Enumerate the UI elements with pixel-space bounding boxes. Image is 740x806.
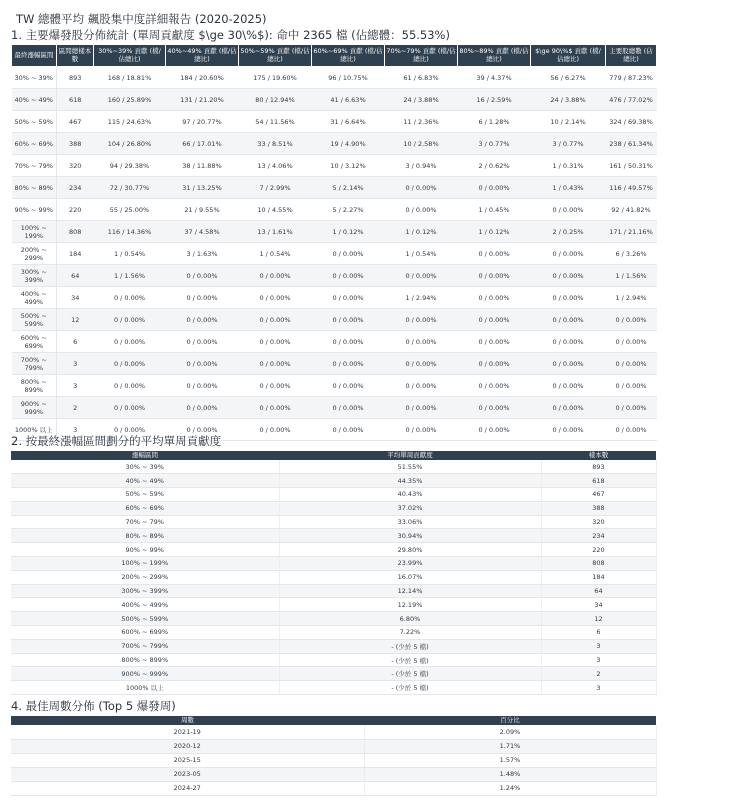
table-cell: 131 / 21.20% — [166, 89, 239, 111]
table-cell: 0 / 0.00% — [239, 397, 312, 419]
table-row — [11, 725, 656, 739]
table-cell: 34 — [541, 598, 656, 612]
table-cell: 779 / 87.23% — [606, 67, 657, 89]
table-cell: 40.43% — [279, 488, 541, 502]
column-header: 百分比 — [364, 716, 656, 725]
table-cell: 38 / 11.88% — [166, 155, 239, 177]
table-cell: 2020-12 — [11, 739, 364, 753]
table-row — [12, 133, 657, 155]
table-row — [11, 753, 656, 767]
table-cell: 64 — [541, 584, 656, 598]
table-cell: 6 — [57, 331, 94, 353]
column-header: 70%~79% 貢獻 (檔/佔總比) — [385, 45, 458, 67]
section4-title: 4. 最佳周數分佈 (Top 5 爆發周) — [11, 699, 176, 713]
table-cell: 0 / 0.00% — [94, 419, 166, 441]
table-cell: 2 / 0.25% — [531, 221, 606, 243]
table-row — [12, 221, 657, 243]
table-cell: 168 / 18.81% — [94, 67, 166, 89]
table-row — [11, 781, 656, 795]
table-cell: 100% ~ 199% — [11, 557, 279, 571]
table-cell: 10 / 4.55% — [239, 199, 312, 221]
table-row — [12, 111, 657, 133]
table-row — [11, 739, 656, 753]
table-cell: 3 — [541, 639, 656, 653]
table-cell: 1000% 以上 — [12, 419, 57, 441]
table-row — [12, 353, 657, 375]
table-cell: 0 / 0.00% — [166, 419, 239, 441]
table-cell: 12 — [57, 309, 94, 331]
table-cell: 0 / 0.00% — [312, 397, 385, 419]
table-cell: 234 — [57, 177, 94, 199]
table-cell: 700% ~ 799% — [12, 353, 57, 375]
table-cell: 5 / 2.27% — [312, 199, 385, 221]
table-cell: 400% ~ 499% — [12, 287, 57, 309]
table-cell: 1 / 0.12% — [312, 221, 385, 243]
table-cell: 12.14% — [279, 584, 541, 598]
table-cell: 80% ~ 89% — [11, 529, 279, 543]
table-row — [11, 488, 656, 502]
table-cell: 808 — [541, 557, 656, 571]
table-cell: 1 / 2.94% — [606, 287, 657, 309]
table-cell: 0 / 0.00% — [385, 419, 458, 441]
table-cell: 60% ~ 69% — [11, 501, 279, 515]
table-cell: 1.57% — [364, 753, 656, 767]
table-cell: 0 / 0.00% — [531, 375, 606, 397]
table-cell: 60% ~ 69% — [12, 133, 57, 155]
table-row — [11, 639, 656, 653]
column-header: 漲幅區間 — [11, 451, 279, 460]
table-cell: 400% ~ 499% — [11, 598, 279, 612]
table-cell: 3 — [57, 375, 94, 397]
table-cell: 0 / 0.00% — [531, 353, 606, 375]
table-cell: 800% ~ 899% — [11, 653, 279, 667]
table-cell: 0 / 0.00% — [606, 309, 657, 331]
table-cell: 1.24% — [364, 781, 656, 795]
table-cell: 61 / 6.83% — [385, 67, 458, 89]
table-cell: 16 / 2.59% — [458, 89, 531, 111]
table-row — [11, 767, 656, 781]
table-cell: 0 / 0.00% — [458, 353, 531, 375]
table-cell: 467 — [541, 488, 656, 502]
table-cell: 0 / 0.00% — [94, 309, 166, 331]
table-cell: 0 / 0.00% — [385, 265, 458, 287]
table-row — [11, 570, 656, 584]
table-cell: 3 — [541, 681, 656, 695]
table-cell: 44.35% — [279, 474, 541, 488]
table-cell: 0 / 0.00% — [458, 265, 531, 287]
table-cell: 7 / 2.99% — [239, 177, 312, 199]
table-row — [12, 287, 657, 309]
table-cell: 0 / 0.00% — [166, 375, 239, 397]
table-cell: 40% ~ 49% — [11, 474, 279, 488]
table-cell: - (少於 5 檔) — [279, 667, 541, 681]
table-cell: 0 / 0.00% — [312, 353, 385, 375]
table-cell: 30% ~ 39% — [11, 460, 279, 474]
table-cell: 2.09% — [364, 725, 656, 739]
table-cell: 40% ~ 49% — [12, 89, 57, 111]
table-cell: 70% ~ 79% — [11, 515, 279, 529]
explosive-distribution-table — [11, 44, 657, 441]
table-cell: 300% ~ 399% — [11, 584, 279, 598]
table-cell: 1 / 2.94% — [385, 287, 458, 309]
table-cell: 0 / 0.00% — [166, 331, 239, 353]
table-cell: 13 / 1.61% — [239, 221, 312, 243]
table-row — [11, 626, 656, 640]
table-cell: 0 / 0.00% — [606, 419, 657, 441]
table-cell: 1000% 以上 — [11, 681, 279, 695]
table-cell: 1 / 1.56% — [94, 265, 166, 287]
table-cell: 388 — [57, 133, 94, 155]
table-cell: 0 / 0.00% — [458, 287, 531, 309]
table-cell: 700% ~ 799% — [11, 639, 279, 653]
table-cell: 0 / 0.00% — [385, 353, 458, 375]
table-cell: 6 / 1.28% — [458, 111, 531, 133]
table-cell: 94 / 29.38% — [94, 155, 166, 177]
table-cell: 3 / 0.77% — [458, 133, 531, 155]
table-cell: 31 / 6.64% — [312, 111, 385, 133]
table-cell: 64 — [57, 265, 94, 287]
table-cell: 97 / 20.77% — [166, 111, 239, 133]
table-cell: 0 / 0.00% — [239, 287, 312, 309]
table-cell: 56 / 6.27% — [531, 67, 606, 89]
table-cell: 320 — [57, 155, 94, 177]
table-header-row — [11, 451, 656, 460]
table-cell: 11 / 2.36% — [385, 111, 458, 133]
table-cell: 900% ~ 999% — [11, 667, 279, 681]
table-cell: 2021-19 — [11, 725, 364, 739]
table-cell: 238 / 61.34% — [606, 133, 657, 155]
table-cell: 1 / 0.12% — [385, 221, 458, 243]
table-cell: 50% ~ 59% — [11, 488, 279, 502]
table-cell: 41 / 6.63% — [312, 89, 385, 111]
table-cell: 0 / 0.00% — [166, 309, 239, 331]
table-cell: 0 / 0.00% — [312, 287, 385, 309]
table-cell: 116 / 49.57% — [606, 177, 657, 199]
table-row — [12, 375, 657, 397]
table-cell: 19 / 4.90% — [312, 133, 385, 155]
table-cell: 115 / 24.63% — [94, 111, 166, 133]
table-cell: 220 — [541, 543, 656, 557]
table-cell: 24 / 3.88% — [385, 89, 458, 111]
table-cell: 0 / 0.00% — [94, 331, 166, 353]
table-cell: 0 / 0.00% — [531, 243, 606, 265]
table-cell: 0 / 0.00% — [606, 375, 657, 397]
table-cell: 0 / 0.00% — [385, 199, 458, 221]
table-cell: 0 / 0.00% — [606, 397, 657, 419]
table-cell: 2025-15 — [11, 753, 364, 767]
report-title: TW 總體平均 飆股集中度詳細報告 (2020-2025) — [16, 12, 267, 26]
table-cell: 618 — [541, 474, 656, 488]
table-cell: 6 / 3.26% — [606, 243, 657, 265]
table-cell: 0 / 0.00% — [239, 331, 312, 353]
table-cell: 100% ~ 199% — [12, 221, 57, 243]
table-row — [12, 89, 657, 111]
avg-contribution-table — [11, 451, 657, 695]
table-cell: 1 / 0.54% — [239, 243, 312, 265]
table-cell: 300% ~ 399% — [12, 265, 57, 287]
table-cell: 39 / 4.37% — [458, 67, 531, 89]
table-cell: 3 — [57, 419, 94, 441]
table-cell: 3 — [541, 653, 656, 667]
table-cell: 320 — [541, 515, 656, 529]
table-cell: 21 / 9.55% — [166, 199, 239, 221]
table-cell: 0 / 0.00% — [458, 397, 531, 419]
table-cell: 220 — [57, 199, 94, 221]
table-cell: 54 / 11.56% — [239, 111, 312, 133]
table-row — [12, 155, 657, 177]
table-cell: 175 / 19.60% — [239, 67, 312, 89]
table-cell: 800% ~ 899% — [12, 375, 57, 397]
table-cell: 200% ~ 299% — [11, 570, 279, 584]
table-row — [12, 309, 657, 331]
table-cell: 37 / 4.58% — [166, 221, 239, 243]
table-row — [11, 501, 656, 515]
table-cell: 184 — [541, 570, 656, 584]
column-header: 30%~39% 貢獻 (檔/佔總比) — [94, 45, 166, 67]
table-cell: 29.80% — [279, 543, 541, 557]
table-cell: 24 / 3.88% — [531, 89, 606, 111]
table-cell: 3 — [57, 353, 94, 375]
table-cell: 51.55% — [279, 460, 541, 474]
table-cell: 893 — [57, 67, 94, 89]
table-row — [11, 543, 656, 557]
table-cell: 0 / 0.00% — [166, 353, 239, 375]
table-cell: 0 / 0.00% — [458, 331, 531, 353]
table-cell: 234 — [541, 529, 656, 543]
table-cell: 0 / 0.00% — [94, 353, 166, 375]
table-cell: 116 / 14.36% — [94, 221, 166, 243]
table-cell: 1 / 0.31% — [531, 155, 606, 177]
table-cell: 2023-05 — [11, 767, 364, 781]
table-row — [12, 265, 657, 287]
table-cell: 1 / 0.12% — [458, 221, 531, 243]
table-cell: 80% ~ 89% — [12, 177, 57, 199]
table-cell: 96 / 10.75% — [312, 67, 385, 89]
table-cell: 55 / 25.00% — [94, 199, 166, 221]
column-header: 80%~89% 貢獻 (檔/佔總比) — [458, 45, 531, 67]
table-cell: 600% ~ 699% — [11, 626, 279, 640]
table-cell: 3 / 1.63% — [166, 243, 239, 265]
table-cell: 0 / 0.00% — [94, 287, 166, 309]
table-cell: - (少於 5 檔) — [279, 653, 541, 667]
table-cell: 1 / 0.54% — [385, 243, 458, 265]
table-row — [12, 67, 657, 89]
table-cell: 0 / 0.00% — [312, 243, 385, 265]
table-cell: 0 / 0.00% — [531, 419, 606, 441]
best-week-table — [11, 716, 657, 796]
table-cell: 1.71% — [364, 739, 656, 753]
table-cell: 618 — [57, 89, 94, 111]
table-cell: 12.19% — [279, 598, 541, 612]
table-cell: 1 / 1.56% — [606, 265, 657, 287]
table-cell: 33 / 8.51% — [239, 133, 312, 155]
table-cell: 324 / 69.38% — [606, 111, 657, 133]
table-cell: 30% ~ 39% — [12, 67, 57, 89]
table-cell: 6.80% — [279, 612, 541, 626]
table-cell: 171 / 21.16% — [606, 221, 657, 243]
table-cell: 0 / 0.00% — [458, 243, 531, 265]
table-cell: 2024-27 — [11, 781, 364, 795]
table-cell: 0 / 0.00% — [239, 375, 312, 397]
column-header: 50%~59% 貢獻 (檔/佔總比) — [239, 45, 312, 67]
table-cell: 0 / 0.00% — [385, 331, 458, 353]
table-header-row — [12, 45, 657, 67]
table-row — [11, 557, 656, 571]
table-cell: 31 / 13.25% — [166, 177, 239, 199]
section1-title: 1. 主要爆發股分佈統計 (單周貢獻度 $\ge 30\%$): 命中 2365 檔 (佔總體：55.53%) — [11, 28, 450, 42]
table-cell: 0 / 0.00% — [531, 309, 606, 331]
table-cell: 0 / 0.00% — [458, 375, 531, 397]
table-cell: 467 — [57, 111, 94, 133]
table-cell: 0 / 0.00% — [385, 375, 458, 397]
table-cell: 5 / 2.14% — [312, 177, 385, 199]
table-cell: 184 — [57, 243, 94, 265]
table-cell: 66 / 17.01% — [166, 133, 239, 155]
table-cell: 184 / 20.60% — [166, 67, 239, 89]
table-cell: 0 / 0.00% — [385, 397, 458, 419]
table-row — [12, 397, 657, 419]
table-cell: 0 / 0.00% — [606, 353, 657, 375]
table-cell: 6 — [541, 626, 656, 640]
table-cell: 0 / 0.00% — [166, 397, 239, 419]
table-cell: 0 / 0.00% — [312, 265, 385, 287]
table-row — [11, 612, 656, 626]
table-cell: 161 / 50.31% — [606, 155, 657, 177]
table-cell: 500% ~ 599% — [11, 612, 279, 626]
table-cell: 0 / 0.00% — [385, 309, 458, 331]
column-header: 60%~69% 貢獻 (檔/佔總比) — [312, 45, 385, 67]
table-cell: 0 / 0.00% — [531, 199, 606, 221]
table-cell: 37.02% — [279, 501, 541, 515]
table-cell: 72 / 30.77% — [94, 177, 166, 199]
table-cell: 30.94% — [279, 529, 541, 543]
table-cell: 0 / 0.00% — [458, 309, 531, 331]
table-row — [12, 331, 657, 353]
table-row — [12, 243, 657, 265]
column-header: 區間總樣本數 — [57, 45, 94, 67]
table-cell: 0 / 0.00% — [312, 419, 385, 441]
table-cell: 0 / 0.00% — [239, 419, 312, 441]
table-row — [11, 667, 656, 681]
table-cell: 1.48% — [364, 767, 656, 781]
column-header: 周數 — [11, 716, 364, 725]
table-cell: 200% ~ 299% — [12, 243, 57, 265]
table-cell: 34 — [57, 287, 94, 309]
table-cell: 70% ~ 79% — [12, 155, 57, 177]
table-cell: 0 / 0.00% — [458, 177, 531, 199]
table-cell: 2 — [541, 667, 656, 681]
table-cell: 808 — [57, 221, 94, 243]
table-cell: 2 / 0.62% — [458, 155, 531, 177]
table-cell: 1 / 0.45% — [458, 199, 531, 221]
table-cell: 10 / 2.58% — [385, 133, 458, 155]
table-cell: 160 / 25.89% — [94, 89, 166, 111]
table-row — [11, 653, 656, 667]
table-cell: 893 — [541, 460, 656, 474]
table-row — [11, 681, 656, 695]
table-cell: 900% ~ 999% — [12, 397, 57, 419]
column-header: 樣本數 — [541, 451, 656, 460]
table-cell: 23.99% — [279, 557, 541, 571]
table-cell: 7.22% — [279, 626, 541, 640]
column-header: 主要股總數 (佔總比) — [606, 45, 657, 67]
table-row — [11, 529, 656, 543]
table-cell: 500% ~ 599% — [12, 309, 57, 331]
table-row — [11, 598, 656, 612]
table-header-row — [11, 716, 656, 725]
table-cell: 0 / 0.00% — [606, 331, 657, 353]
table-cell: 3 / 0.77% — [531, 133, 606, 155]
table-cell: 388 — [541, 501, 656, 515]
table-cell: 80 / 12.94% — [239, 89, 312, 111]
table-cell: - (少於 5 檔) — [279, 681, 541, 695]
column-header: 平均單周貢獻度 — [279, 451, 541, 460]
table-cell: 0 / 0.00% — [531, 331, 606, 353]
table-row — [11, 515, 656, 529]
column-header: $\ge 90\%$ 貢獻 (檔/佔總比) — [531, 45, 606, 67]
table-row — [11, 460, 656, 474]
table-cell: 0 / 0.00% — [239, 353, 312, 375]
table-cell: 0 / 0.00% — [94, 397, 166, 419]
table-cell: 600% ~ 699% — [12, 331, 57, 353]
table-row — [12, 177, 657, 199]
table-cell: 0 / 0.00% — [239, 309, 312, 331]
table-cell: 0 / 0.00% — [239, 265, 312, 287]
table-cell: 50% ~ 59% — [12, 111, 57, 133]
column-header: 最終漲幅區間 — [12, 45, 57, 67]
column-header: 40%~49% 貢獻 (檔/佔總比) — [166, 45, 239, 67]
table-cell: 0 / 0.00% — [166, 265, 239, 287]
table-row — [11, 474, 656, 488]
table-cell: 0 / 0.00% — [531, 287, 606, 309]
table-cell: 0 / 0.00% — [312, 375, 385, 397]
table-cell: 476 / 77.02% — [606, 89, 657, 111]
section2-title: 2. 按最終漲幅區間劃分的平均單周貢獻度 — [11, 434, 222, 448]
table-cell: 0 / 0.00% — [385, 177, 458, 199]
table-cell: 10 / 3.12% — [312, 155, 385, 177]
table-cell: 0 / 0.00% — [531, 265, 606, 287]
table-cell: 90% ~ 99% — [11, 543, 279, 557]
table-cell: 2 — [57, 397, 94, 419]
table-cell: 0 / 0.00% — [312, 309, 385, 331]
table-cell: 90% ~ 99% — [12, 199, 57, 221]
table-row — [11, 584, 656, 598]
table-cell: 0 / 0.00% — [531, 397, 606, 419]
table-cell: 0 / 0.00% — [312, 331, 385, 353]
table-cell: 33.06% — [279, 515, 541, 529]
table-cell: 3 / 0.94% — [385, 155, 458, 177]
table-cell: 0 / 0.00% — [166, 287, 239, 309]
table-cell: 1 / 0.54% — [94, 243, 166, 265]
table-cell: 92 / 41.82% — [606, 199, 657, 221]
table-cell: 10 / 2.14% — [531, 111, 606, 133]
table-row — [12, 199, 657, 221]
table-cell: 16.07% — [279, 570, 541, 584]
table-cell: 13 / 4.06% — [239, 155, 312, 177]
table-cell: 104 / 26.80% — [94, 133, 166, 155]
table-cell: 0 / 0.00% — [94, 375, 166, 397]
table-cell: 0 / 0.00% — [458, 419, 531, 441]
table-cell: 1 / 0.43% — [531, 177, 606, 199]
table-cell: 12 — [541, 612, 656, 626]
table-cell: - (少於 5 檔) — [279, 639, 541, 653]
